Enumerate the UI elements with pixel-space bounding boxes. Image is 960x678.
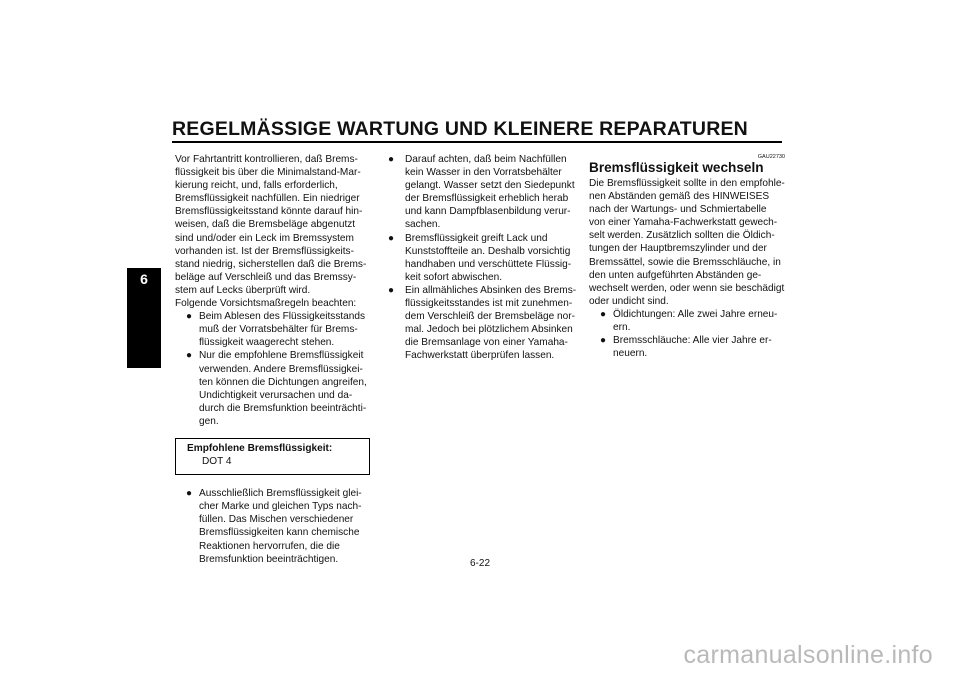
text-line: gelangt. Wasser setzt den Siedepunkt <box>405 180 575 192</box>
text-line: flüssigkeit waagerecht stehen. <box>199 337 335 349</box>
text-line: gen. <box>199 415 219 427</box>
text-line: mal. Jedoch bei plötzlichem Absinken <box>405 324 573 336</box>
text-line: Bremsflüssigkeit greift Lack und <box>405 232 548 244</box>
text-line: neuern. <box>613 348 648 360</box>
text-line: flüssigkeit bis über die Minimalstand-Mar- <box>175 167 361 179</box>
text-line: oder undicht sind. <box>589 295 669 307</box>
column-1 <box>175 153 375 566</box>
watermark-text: carmanualsonline.info <box>683 641 933 669</box>
bullet-item <box>388 284 580 363</box>
text-line: tungen der Hauptbremszylinder und der <box>589 243 767 255</box>
text-line: vorhanden ist. Ist der Bremsflüssigkeits- <box>175 245 354 257</box>
bullet-item <box>388 232 580 284</box>
text-line: dem Verschleiß der Bremsbeläge nor- <box>405 311 575 323</box>
text-line: Fachwerkstatt überprüfen lassen. <box>405 350 555 362</box>
text-line: verwenden. Andere Bremsflüssigkei- <box>199 363 363 375</box>
bullet-dot-icon: ● <box>186 311 193 323</box>
section-code: GAU22730 <box>757 154 785 160</box>
text-line: Reaktionen hervorrufen, die die <box>199 540 340 552</box>
bullet-dot-icon: ● <box>388 154 395 165</box>
bullet-dot-icon: ● <box>600 335 607 347</box>
bullet-item <box>589 334 785 360</box>
bullet-item <box>175 349 375 428</box>
text-line: Nur die empfohlene Bremsflüssigkeit <box>199 350 364 362</box>
spec-box <box>175 438 370 475</box>
paragraph-brake-fluid-change <box>589 177 785 308</box>
text-line: der Bremsflüssigkeit erheblich herab <box>405 193 569 205</box>
text-line: Darauf achten, daß beim Nachfüllen <box>405 154 567 165</box>
bullet-dot-icon: ● <box>186 488 193 500</box>
bullet-item <box>589 308 785 334</box>
text-line: die Bremsanlage von einer Yamaha- <box>405 337 568 349</box>
text-line: von einer Yamaha-Fachwerkstatt gewech- <box>589 217 778 229</box>
text-line: ern. <box>613 322 631 334</box>
text-line: durch die Bremsfunktion beeinträchti- <box>199 402 367 414</box>
text-line: füllen. Das Mischen verschiedener <box>199 514 354 526</box>
text-line: Ausschließlich Bremsflüssigkeit glei- <box>199 488 362 500</box>
text-line: stem auf Lecks überprüft wird. <box>175 284 311 296</box>
column-3 <box>589 153 785 360</box>
text-line: nen Abständen gemäß des HINWEISES <box>589 191 770 203</box>
text-line: den unten aufgeführten Abständen ge- <box>589 269 762 281</box>
bullet-item <box>388 153 580 232</box>
text-line: stand niedrig, sicherstellen daß die Brems- <box>175 258 367 270</box>
text-line: kein Wasser in den Vorratsbehälter <box>405 167 562 179</box>
text-line: sachen. <box>405 219 441 231</box>
bullet-dot-icon: ● <box>388 284 395 296</box>
text-line: Öldichtungen: Alle zwei Jahre erneu- <box>613 308 778 320</box>
spec-value: DOT 4 <box>202 456 232 468</box>
text-line: Bremsfunktion beeinträchtigen. <box>199 553 339 565</box>
paragraph-brake-fluid-check <box>175 153 375 310</box>
spec-label: Empfohlene Bremsflüssigkeit: <box>187 442 333 454</box>
text-line: nach der Wartungs- und Schmiertabelle <box>589 204 767 216</box>
text-line: wechselt werden, oder wenn sie beschädigt <box>589 282 785 294</box>
header-rule <box>172 141 782 143</box>
text-line: kierung reicht, und, falls erforderlich, <box>175 180 338 192</box>
page-number: 6-22 <box>469 558 490 569</box>
text-line: weisen, daß die Bremsbeläge abgenutzt <box>175 219 356 231</box>
text-line: Beim Ablesen des Flüssigkeitsstands <box>199 311 366 323</box>
text-line: und kann Dampfblasenbildung verur- <box>405 206 571 218</box>
text-line: ten können die Dichtungen angreifen, <box>199 376 367 388</box>
page-header-title: REGELMÄSSIGE WARTUNG UND KLEINERE REPARATUREN <box>172 118 748 140</box>
text-line: keit sofort abwischen. <box>405 271 503 283</box>
section-title: Bremsflüssigkeit wechseln <box>589 160 764 175</box>
chapter-tab <box>127 268 161 368</box>
text-line: Vor Fahrtantritt kontrollieren, daß Brems- <box>175 154 358 165</box>
text-line: Kunststoffteile an. Deshalb vorsichtig <box>405 245 571 257</box>
text-line: flüssigkeitsstandes ist mit zunehmen- <box>405 298 573 310</box>
text-line: Bremsflüssigkeiten kann chemische <box>199 527 360 539</box>
chapter-number: 6 <box>140 271 148 287</box>
text-line: handhaben und verschüttete Flüssig- <box>405 258 572 270</box>
text-line: Die Bremsflüssigkeit sollte in den empfohle- <box>589 178 785 189</box>
text-line: selt werden. Zusätzlich sollten die Öldich- <box>589 230 775 242</box>
text-line: Bremssättel, sowie die Bremsschläuche, in <box>589 256 781 268</box>
text-line: Folgende Vorsichtsmaßregeln beachten: <box>175 298 357 310</box>
text-line: Bremsflüssigkeit nachfüllen. Ein niedriger <box>175 193 360 205</box>
bullet-dot-icon: ● <box>600 308 607 320</box>
text-line: beläge auf Verschleiß und das Bremssy- <box>175 271 357 283</box>
bullet-item <box>175 487 375 566</box>
text-line: Undichtigkeit verursachen und da- <box>199 389 353 401</box>
text-line: Bremsschläuche: Alle vier Jahre er- <box>613 335 772 347</box>
column-2 <box>388 153 580 363</box>
text-line: sind und/oder ein Leck im Bremssystem <box>175 232 354 244</box>
text-line: Bremsflüssigkeitsstand könnte darauf hin- <box>175 206 363 218</box>
text-line: cher Marke und gleichen Typs nach- <box>199 501 362 513</box>
bullet-dot-icon: ● <box>388 232 395 244</box>
bullet-dot-icon: ● <box>186 350 193 362</box>
text-line: Ein allmähliches Absinken des Brems- <box>405 284 577 296</box>
text-line: muß der Vorratsbehälter für Brems- <box>199 324 358 336</box>
bullet-item <box>175 310 375 349</box>
